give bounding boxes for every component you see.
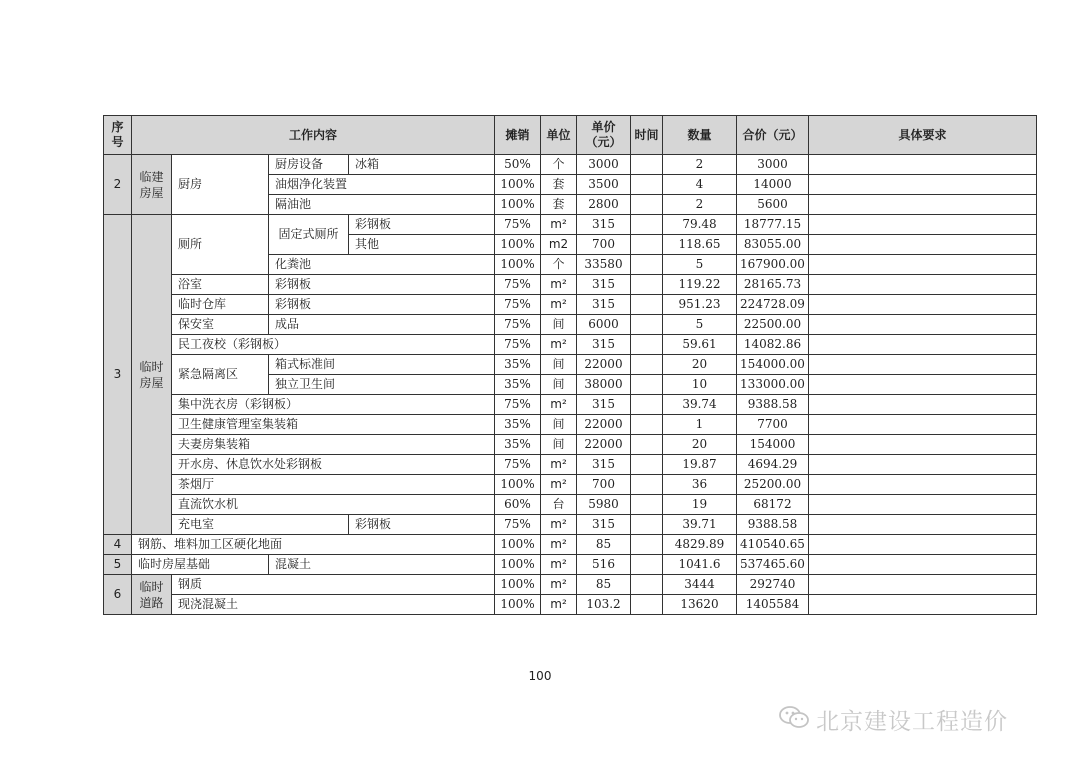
table-row bbox=[104, 335, 1037, 355]
price-cell: 38000 bbox=[577, 375, 631, 395]
qty-cell: 1 bbox=[663, 415, 737, 435]
item-cell: 厨房设备 bbox=[269, 155, 349, 175]
qty-cell: 951.23 bbox=[663, 295, 737, 315]
price-cell: 22000 bbox=[577, 435, 631, 455]
total-cell: 9388.58 bbox=[737, 395, 809, 415]
qty-cell: 5 bbox=[663, 315, 737, 335]
total-cell: 133000.00 bbox=[737, 375, 809, 395]
req-cell bbox=[809, 175, 1037, 195]
amort-cell: 100% bbox=[495, 255, 541, 275]
unit-cell: m² bbox=[541, 215, 577, 235]
req-cell bbox=[809, 475, 1037, 495]
unit-cell: m² bbox=[541, 515, 577, 535]
sub-label: 现浇混凝土 bbox=[172, 595, 495, 615]
req-cell bbox=[809, 255, 1037, 275]
sub-label: 直流饮水机 bbox=[172, 495, 495, 515]
req-cell bbox=[809, 195, 1037, 215]
qty-cell: 20 bbox=[663, 435, 737, 455]
total-cell: 9388.58 bbox=[737, 515, 809, 535]
amort-cell: 75% bbox=[495, 215, 541, 235]
time-cell bbox=[631, 315, 663, 335]
price-cell: 22000 bbox=[577, 415, 631, 435]
price-cell: 516 bbox=[577, 555, 631, 575]
sub-label: 临时仓库 bbox=[172, 295, 269, 315]
unit-cell: 间 bbox=[541, 415, 577, 435]
header-content: 工作内容 bbox=[132, 116, 495, 155]
sub-label: 夫妻房集装箱 bbox=[172, 435, 495, 455]
amort-cell: 35% bbox=[495, 355, 541, 375]
table-row bbox=[104, 455, 1037, 475]
price-cell: 22000 bbox=[577, 355, 631, 375]
table-row bbox=[104, 155, 1037, 175]
item-cell: 箱式标准间 bbox=[269, 355, 495, 375]
total-cell: 18777.15 bbox=[737, 215, 809, 235]
row-seq: 6 bbox=[104, 575, 132, 615]
time-cell bbox=[631, 535, 663, 555]
qty-cell: 2 bbox=[663, 155, 737, 175]
item-cell: 油烟净化装置 bbox=[269, 175, 495, 195]
sub-label: 钢质 bbox=[172, 575, 495, 595]
req-cell bbox=[809, 515, 1037, 535]
unit-cell: m² bbox=[541, 555, 577, 575]
sub-label: 充电室 bbox=[172, 515, 349, 535]
qty-cell: 39.71 bbox=[663, 515, 737, 535]
req-cell bbox=[809, 595, 1037, 615]
unit-cell: 套 bbox=[541, 195, 577, 215]
time-cell bbox=[631, 575, 663, 595]
header-price: 单价（元） bbox=[577, 116, 631, 155]
row-seq: 2 bbox=[104, 155, 132, 215]
amort-cell: 75% bbox=[495, 455, 541, 475]
unit-cell: m² bbox=[541, 275, 577, 295]
time-cell bbox=[631, 595, 663, 615]
price-cell: 315 bbox=[577, 515, 631, 535]
sub-label: 开水房、休息饮水处彩钢板 bbox=[172, 455, 495, 475]
sub-label: 民工夜校（彩钢板） bbox=[172, 335, 495, 355]
sub-label: 厕所 bbox=[172, 215, 269, 275]
category-label: 临时房屋 bbox=[139, 359, 164, 390]
header-req: 具体要求 bbox=[809, 116, 1037, 155]
table-row bbox=[104, 555, 1037, 575]
price-cell: 315 bbox=[577, 455, 631, 475]
unit-cell: 间 bbox=[541, 355, 577, 375]
price-cell: 85 bbox=[577, 535, 631, 555]
header-row bbox=[104, 116, 1037, 155]
amort-cell: 75% bbox=[495, 515, 541, 535]
price-cell: 315 bbox=[577, 275, 631, 295]
time-cell bbox=[631, 395, 663, 415]
total-cell: 22500.00 bbox=[737, 315, 809, 335]
total-cell: 224728.09 bbox=[737, 295, 809, 315]
req-cell bbox=[809, 535, 1037, 555]
unit-cell: 套 bbox=[541, 175, 577, 195]
amort-cell: 100% bbox=[495, 575, 541, 595]
qty-cell: 79.48 bbox=[663, 215, 737, 235]
amort-cell: 100% bbox=[495, 475, 541, 495]
req-cell bbox=[809, 555, 1037, 575]
total-cell: 154000 bbox=[737, 435, 809, 455]
price-cell: 700 bbox=[577, 475, 631, 495]
total-cell: 3000 bbox=[737, 155, 809, 175]
amort-cell: 35% bbox=[495, 375, 541, 395]
sub-label: 茶烟厅 bbox=[172, 475, 495, 495]
unit-cell: 个 bbox=[541, 255, 577, 275]
table-row bbox=[104, 355, 1037, 375]
total-cell: 14000 bbox=[737, 175, 809, 195]
req-cell bbox=[809, 495, 1037, 515]
price-cell: 3000 bbox=[577, 155, 631, 175]
table-row bbox=[104, 315, 1037, 335]
category-label: 临建房屋 bbox=[139, 169, 164, 200]
sub-label: 紧急隔离区 bbox=[172, 355, 269, 395]
time-cell bbox=[631, 195, 663, 215]
header-total: 合价（元） bbox=[737, 116, 809, 155]
unit-cell: m² bbox=[541, 395, 577, 415]
unit-cell: m² bbox=[541, 595, 577, 615]
table-row bbox=[104, 515, 1037, 535]
sub-label: 钢筋、堆料加工区硬化地面 bbox=[132, 535, 495, 555]
req-cell bbox=[809, 335, 1037, 355]
time-cell bbox=[631, 175, 663, 195]
qty-cell: 10 bbox=[663, 375, 737, 395]
spec-cell: 彩钢板 bbox=[349, 215, 495, 235]
time-cell bbox=[631, 435, 663, 455]
total-cell: 5600 bbox=[737, 195, 809, 215]
unit-cell: m² bbox=[541, 335, 577, 355]
amort-cell: 75% bbox=[495, 275, 541, 295]
item-cell: 固定式厕所 bbox=[269, 215, 349, 255]
qty-cell: 19.87 bbox=[663, 455, 737, 475]
row-seq: 3 bbox=[104, 215, 132, 535]
time-cell bbox=[631, 375, 663, 395]
amort-cell: 100% bbox=[495, 535, 541, 555]
req-cell bbox=[809, 375, 1037, 395]
amort-cell: 100% bbox=[495, 175, 541, 195]
unit-cell: 间 bbox=[541, 315, 577, 335]
unit-cell: 台 bbox=[541, 495, 577, 515]
req-cell bbox=[809, 235, 1037, 255]
amort-cell: 35% bbox=[495, 435, 541, 455]
total-cell: 14082.86 bbox=[737, 335, 809, 355]
unit-cell: m2 bbox=[541, 235, 577, 255]
req-cell bbox=[809, 415, 1037, 435]
table-row bbox=[104, 595, 1037, 615]
req-cell bbox=[809, 275, 1037, 295]
amort-cell: 100% bbox=[495, 235, 541, 255]
unit-cell: m² bbox=[541, 535, 577, 555]
amort-cell: 100% bbox=[495, 595, 541, 615]
amort-cell: 75% bbox=[495, 335, 541, 355]
sub-label: 浴室 bbox=[172, 275, 269, 295]
header-amort: 摊销 bbox=[495, 116, 541, 155]
time-cell bbox=[631, 555, 663, 575]
time-cell bbox=[631, 155, 663, 175]
time-cell bbox=[631, 355, 663, 375]
req-cell bbox=[809, 355, 1037, 375]
table-row bbox=[104, 215, 1037, 235]
total-cell: 28165.73 bbox=[737, 275, 809, 295]
qty-cell: 20 bbox=[663, 355, 737, 375]
header-time: 时间 bbox=[631, 116, 663, 155]
price-cell: 85 bbox=[577, 575, 631, 595]
amort-cell: 50% bbox=[495, 155, 541, 175]
item-cell: 彩钢板 bbox=[269, 295, 495, 315]
qty-cell: 1041.6 bbox=[663, 555, 737, 575]
qty-cell: 4 bbox=[663, 175, 737, 195]
price-cell: 700 bbox=[577, 235, 631, 255]
unit-cell: m² bbox=[541, 295, 577, 315]
table-row bbox=[104, 495, 1037, 515]
category-label: 临时道路 bbox=[139, 579, 164, 610]
spec-cell: 冰箱 bbox=[349, 155, 495, 175]
price-cell: 315 bbox=[577, 215, 631, 235]
table-row bbox=[104, 415, 1037, 435]
header-seq: 序号 bbox=[104, 116, 132, 155]
time-cell bbox=[631, 295, 663, 315]
qty-cell: 13620 bbox=[663, 595, 737, 615]
header-qty: 数量 bbox=[663, 116, 737, 155]
total-cell: 1405584 bbox=[737, 595, 809, 615]
qty-cell: 3444 bbox=[663, 575, 737, 595]
price-cell: 103.2 bbox=[577, 595, 631, 615]
item-cell: 独立卫生间 bbox=[269, 375, 495, 395]
table-row bbox=[104, 395, 1037, 415]
req-cell bbox=[809, 395, 1037, 415]
unit-cell: 个 bbox=[541, 155, 577, 175]
total-cell: 25200.00 bbox=[737, 475, 809, 495]
item-cell: 彩钢板 bbox=[349, 515, 495, 535]
price-cell: 3500 bbox=[577, 175, 631, 195]
time-cell bbox=[631, 235, 663, 255]
item-cell: 彩钢板 bbox=[269, 275, 495, 295]
time-cell bbox=[631, 455, 663, 475]
sub-label: 临时房屋基础 bbox=[132, 555, 269, 575]
unit-cell: 间 bbox=[541, 435, 577, 455]
req-cell bbox=[809, 575, 1037, 595]
total-cell: 68172 bbox=[737, 495, 809, 515]
amort-cell: 35% bbox=[495, 415, 541, 435]
amort-cell: 100% bbox=[495, 195, 541, 215]
req-cell bbox=[809, 315, 1037, 335]
sub-label: 厨房 bbox=[172, 155, 269, 215]
qty-cell: 119.22 bbox=[663, 275, 737, 295]
wechat-icon bbox=[778, 704, 810, 736]
total-cell: 4694.29 bbox=[737, 455, 809, 475]
table-row bbox=[104, 575, 1037, 595]
price-cell: 5980 bbox=[577, 495, 631, 515]
qty-cell: 118.65 bbox=[663, 235, 737, 255]
amort-cell: 75% bbox=[495, 395, 541, 415]
price-cell: 315 bbox=[577, 395, 631, 415]
row-seq: 5 bbox=[104, 555, 132, 575]
watermark bbox=[778, 703, 1008, 736]
total-cell: 154000.00 bbox=[737, 355, 809, 375]
time-cell bbox=[631, 215, 663, 235]
total-cell: 83055.00 bbox=[737, 235, 809, 255]
spec-cell: 其他 bbox=[349, 235, 495, 255]
amort-cell: 60% bbox=[495, 495, 541, 515]
item-cell: 隔油池 bbox=[269, 195, 495, 215]
total-cell: 167900.00 bbox=[737, 255, 809, 275]
qty-cell: 4829.89 bbox=[663, 535, 737, 555]
req-cell bbox=[809, 215, 1037, 235]
req-cell bbox=[809, 295, 1037, 315]
table-row bbox=[104, 295, 1037, 315]
table-row bbox=[104, 275, 1037, 295]
amort-cell: 75% bbox=[495, 295, 541, 315]
price-cell: 2800 bbox=[577, 195, 631, 215]
table-row bbox=[104, 475, 1037, 495]
item-cell: 混凝土 bbox=[269, 555, 495, 575]
sub-label: 保安室 bbox=[172, 315, 269, 335]
req-cell bbox=[809, 455, 1037, 475]
qty-cell: 5 bbox=[663, 255, 737, 275]
time-cell bbox=[631, 335, 663, 355]
item-cell: 成品 bbox=[269, 315, 495, 335]
qty-cell: 36 bbox=[663, 475, 737, 495]
page-number: 100 bbox=[528, 669, 552, 683]
req-cell bbox=[809, 155, 1037, 175]
price-cell: 33580 bbox=[577, 255, 631, 275]
time-cell bbox=[631, 475, 663, 495]
header-unit: 单位 bbox=[541, 116, 577, 155]
watermark-text: 北京建设工程造价 bbox=[816, 709, 1008, 735]
time-cell bbox=[631, 415, 663, 435]
total-cell: 537465.60 bbox=[737, 555, 809, 575]
qty-cell: 59.61 bbox=[663, 335, 737, 355]
table-row bbox=[104, 535, 1037, 555]
price-cell: 315 bbox=[577, 295, 631, 315]
time-cell bbox=[631, 515, 663, 535]
amort-cell: 100% bbox=[495, 555, 541, 575]
total-cell: 7700 bbox=[737, 415, 809, 435]
unit-cell: m² bbox=[541, 455, 577, 475]
total-cell: 292740 bbox=[737, 575, 809, 595]
time-cell bbox=[631, 275, 663, 295]
qty-cell: 2 bbox=[663, 195, 737, 215]
time-cell bbox=[631, 495, 663, 515]
item-cell: 化粪池 bbox=[269, 255, 495, 275]
unit-cell: 间 bbox=[541, 375, 577, 395]
amort-cell: 75% bbox=[495, 315, 541, 335]
total-cell: 410540.65 bbox=[737, 535, 809, 555]
unit-cell: m² bbox=[541, 475, 577, 495]
qty-cell: 39.74 bbox=[663, 395, 737, 415]
sub-label: 集中洗衣房（彩钢板） bbox=[172, 395, 495, 415]
sub-label: 卫生健康管理室集装箱 bbox=[172, 415, 495, 435]
time-cell bbox=[631, 255, 663, 275]
table-row bbox=[104, 435, 1037, 455]
price-cell: 6000 bbox=[577, 315, 631, 335]
price-cell: 315 bbox=[577, 335, 631, 355]
row-seq: 4 bbox=[104, 535, 132, 555]
qty-cell: 19 bbox=[663, 495, 737, 515]
cost-table bbox=[103, 115, 1037, 615]
unit-cell: m² bbox=[541, 575, 577, 595]
req-cell bbox=[809, 435, 1037, 455]
